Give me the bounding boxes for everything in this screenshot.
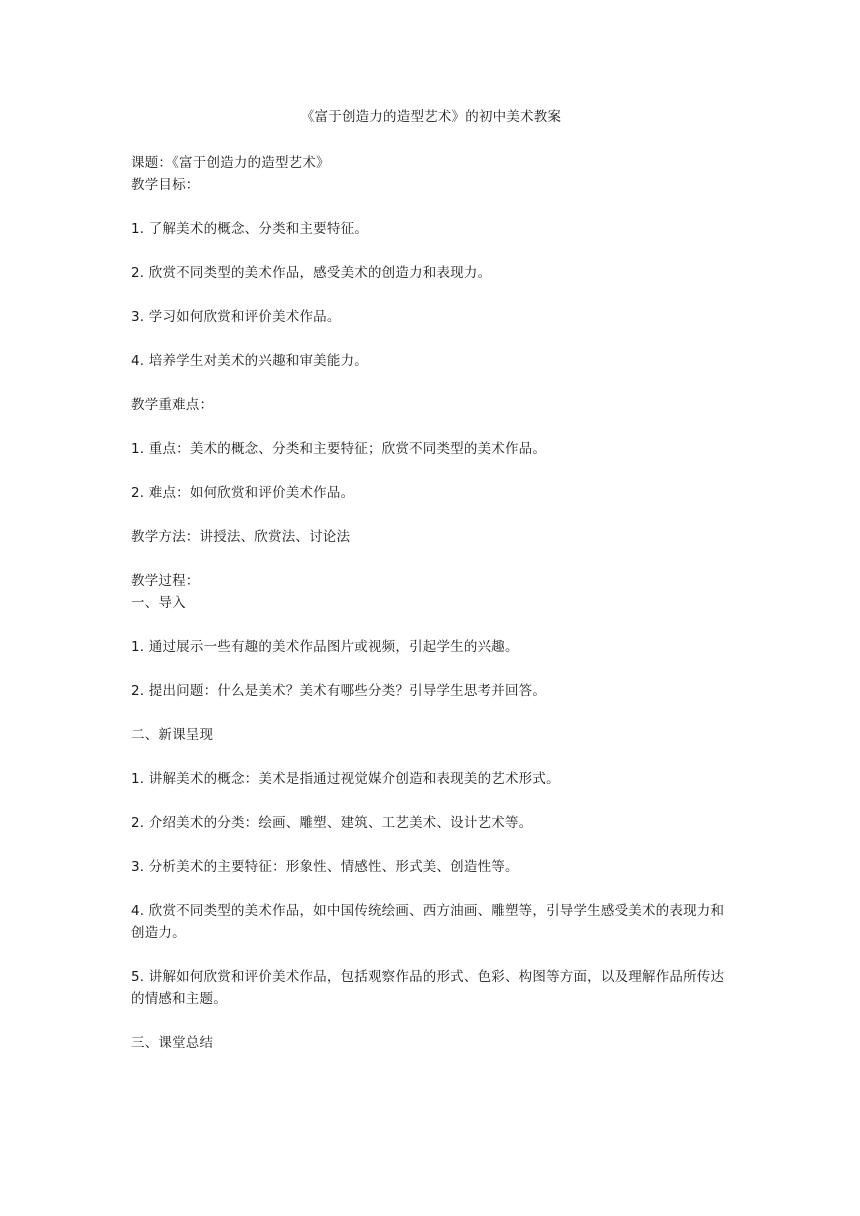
new-lesson-item: 3. 分析美术的主要特征：形象性、情感性、形式美、创造性等。: [131, 859, 519, 875]
intro-item: 1. 通过展示一些有趣的美术作品图片或视频，引起学生的兴趣。: [131, 639, 519, 655]
process-heading: 教学过程：: [131, 573, 200, 589]
new-lesson-item: 1. 讲解美术的概念：美术是指通过视觉媒介创造和表现美的艺术形式。: [131, 771, 560, 787]
keypoint-item: 1. 重点：美术的概念、分类和主要特征；欣赏不同类型的美术作品。: [131, 441, 547, 457]
document-title: 《富于创造力的造型艺术》的初中美术教案: [300, 109, 562, 125]
objective-item: 1. 了解美术的概念、分类和主要特征。: [131, 221, 368, 237]
keypoints-heading: 教学重难点：: [131, 397, 214, 413]
objective-item: 2. 欣赏不同类型的美术作品，感受美术的创造力和表现力。: [131, 265, 492, 281]
lesson-title: 课题：《富于创造力的造型艺术》: [131, 155, 330, 171]
section-heading-summary: 三、课堂总结: [131, 1035, 214, 1051]
new-lesson-item: 5. 讲解如何欣赏和评价美术作品，包括观察作品的形式、色彩、构图等方面，以及理解作品所传达的情感和主题。: [131, 969, 725, 1007]
document-body: [131, 106, 731, 1054]
objective-item: 3. 学习如何欣赏和评价美术作品。: [131, 309, 341, 325]
new-lesson-item: 4. 欣赏不同类型的美术作品，如中国传统绘画、西方油画、雕塑等，引导学生感受美术的表现力和创造力。: [131, 903, 725, 941]
intro-item: 2. 提出问题：什么是美术？美术有哪些分类？引导学生思考并回答。: [131, 683, 547, 699]
new-lesson-item: 2. 介绍美术的分类：绘画、雕塑、建筑、工艺美术、设计艺术等。: [131, 815, 533, 831]
objective-item: 4. 培养学生对美术的兴趣和审美能力。: [131, 353, 368, 369]
objectives-heading: 教学目标：: [131, 177, 200, 193]
keypoint-item: 2. 难点：如何欣赏和评价美术作品。: [131, 485, 355, 501]
section-heading-intro: 一、导入: [131, 595, 186, 611]
section-heading-new-lesson: 二、新课呈现: [131, 727, 214, 743]
methods-line: 教学方法：讲授法、欣赏法、讨论法: [131, 529, 351, 545]
